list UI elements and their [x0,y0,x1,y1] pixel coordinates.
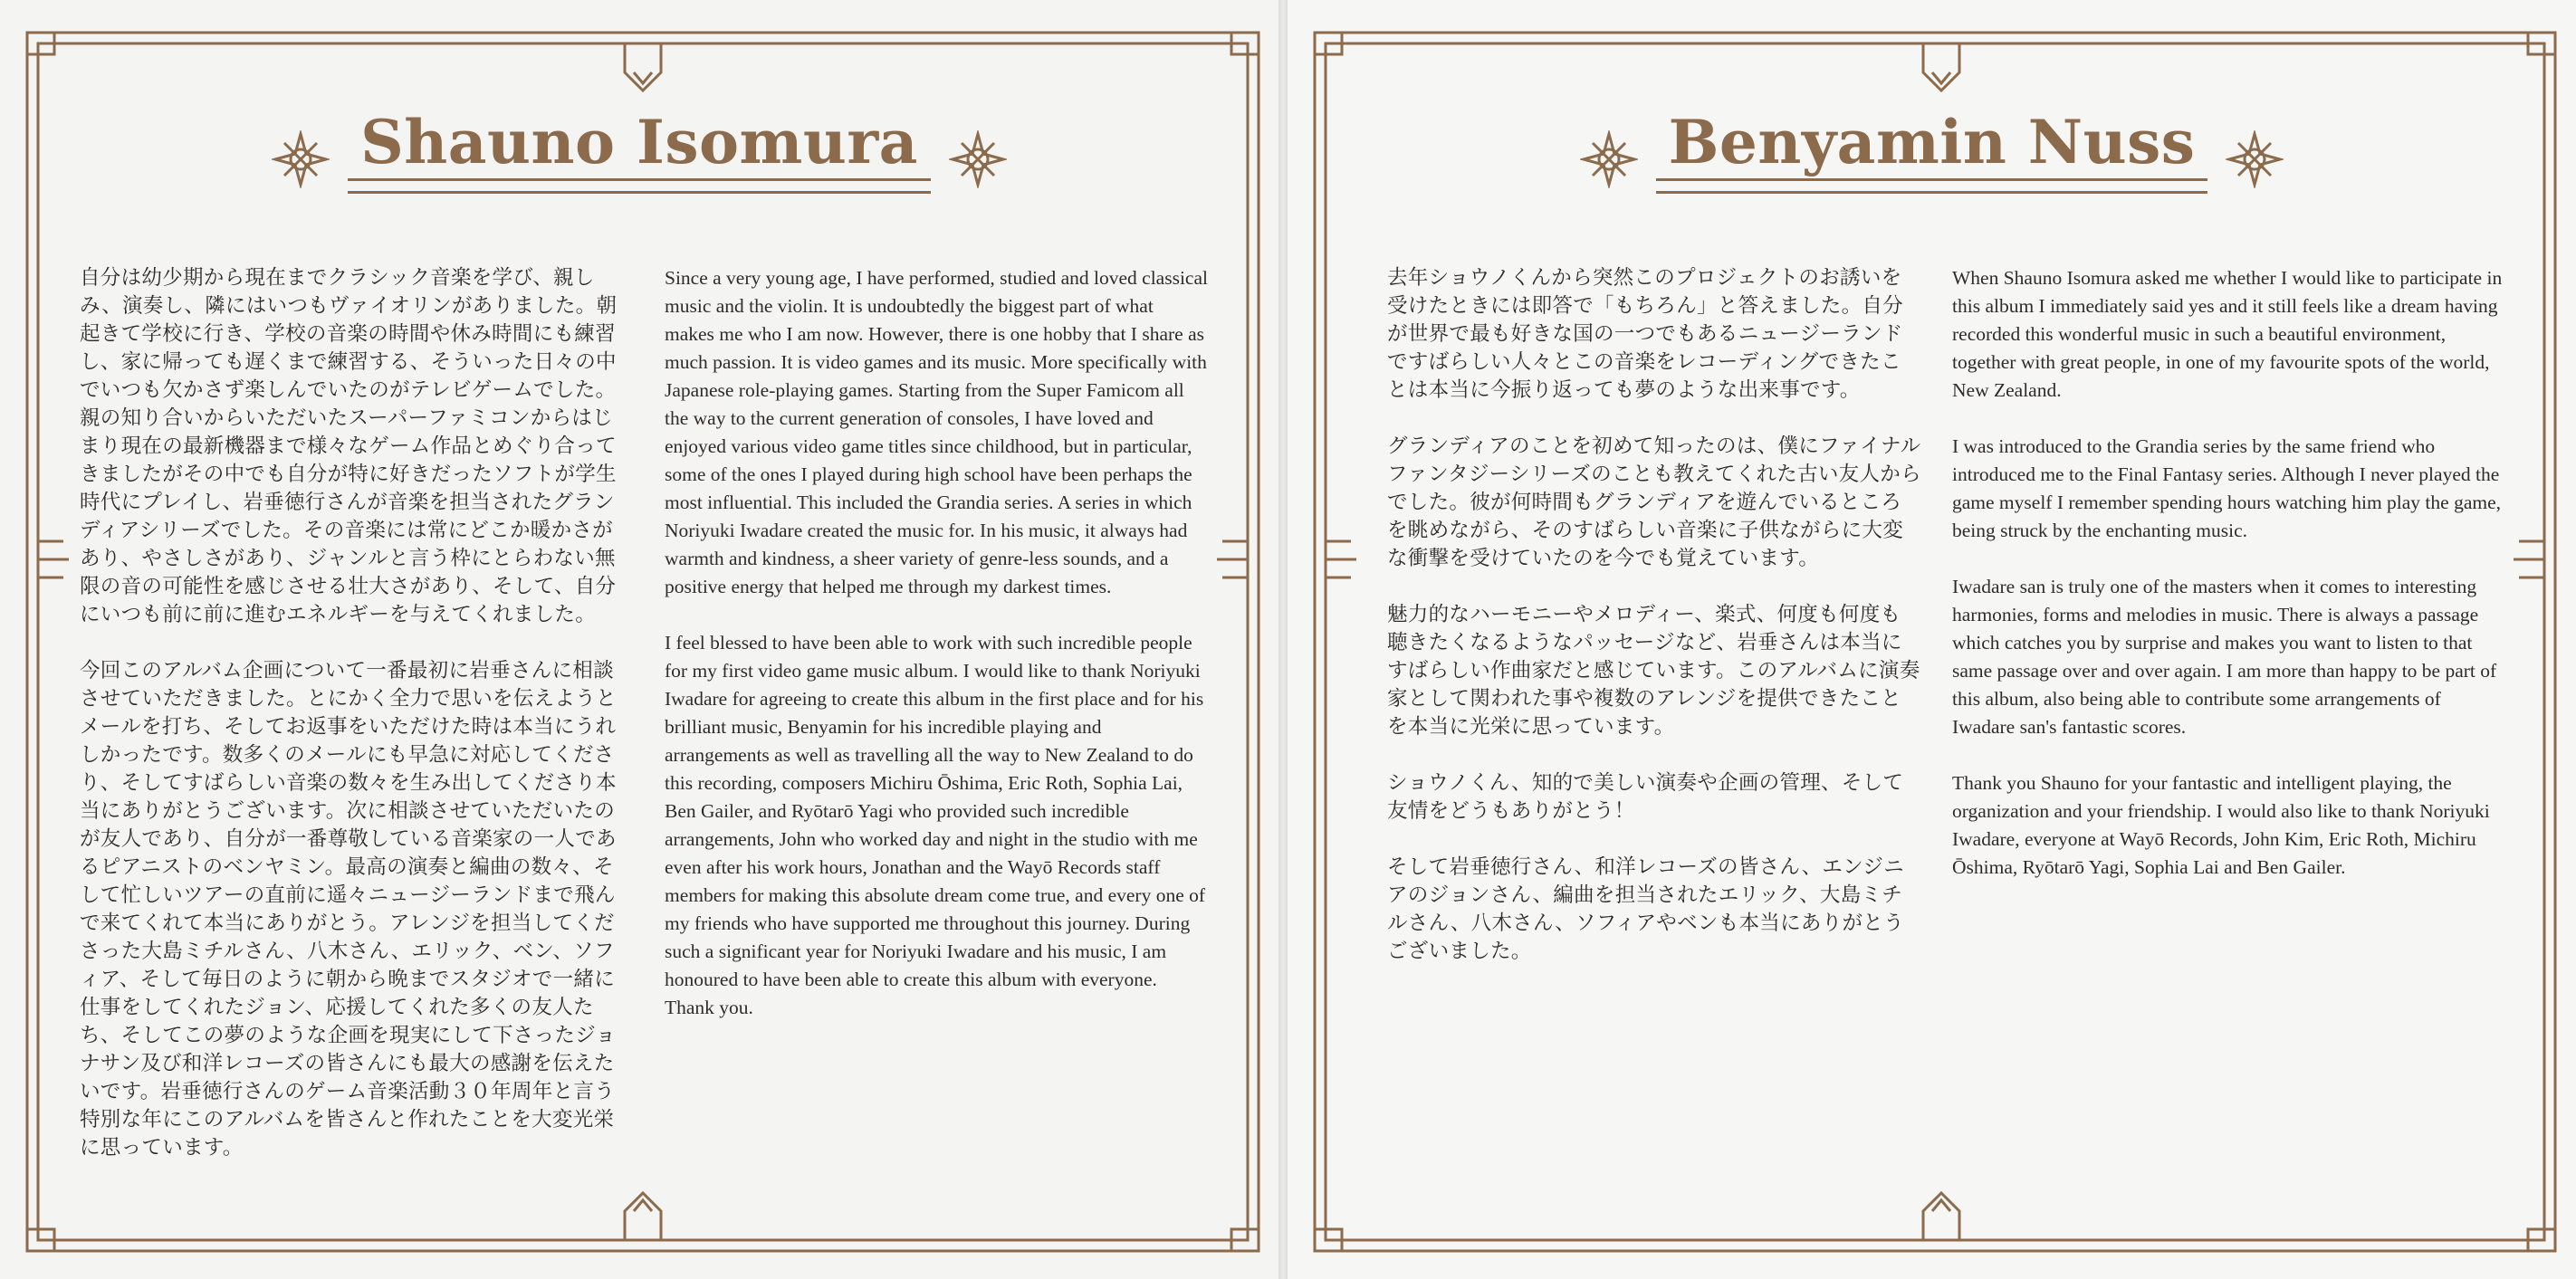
paragraph: Iwadare san is truly one of the masters when it comes to interesting harmonies, forms and melodies in music. There is always a passage which catches you by surprise and makes you want to listen to that same passage over and over again. I am more than happy to be part of this album, also being able to contribute some arrangements of Iwadare san's fantastic scores. [1952,576,2497,738]
page-title-right: Benyamin Nuss [1668,107,2196,177]
paragraph: ショウノくん、知的で美しい演奏や企画の管理、そして友情をどうもありがとう！ [1387,771,1904,823]
english-text-column [1952,264,2504,910]
paragraph: 魅力的なハーモニーやメロディー、楽式、何度も何度も聴きたくなるようなパッセージなど、岩垂さんは本当にすばらしい作曲家だと感じています。このアルバムに演奏家として関われた事や複数のアレンジを提供できたことを本当に光栄に思っています。 [1387,603,1920,739]
paragraph: 去年ショウノくんから突然このプロジェクトのお誘いを受けたときには即答で「もちろん」と答えました。自分が世界で最も好きな国の一つでもあるニュージーランドですばらしい人々とこの音楽をレコーディングできたことは本当に今振り返っても夢のような出来事です。 [1387,266,1904,402]
compass-star-icon [2226,130,2284,188]
japanese-text-column [1387,264,1921,994]
paragraph: グランディアのことを初めて知ったのは、僕にファイナルファンタジーシリーズのことも教えてくれた古い友人からでした。彼が何時間もグランディアを遊んでいるところを眺めながら、そのすばらしい音楽に子供ながらに大変な衝撃を受けていたのを今でも覚えています。 [1387,434,1921,570]
left-page [0,0,1278,1279]
page-title-left: Shauno Isomura [360,107,918,177]
paragraph: I feel blessed to have been able to work with such incredible people for my first video game music album. I would like to thank Noriyuki Iwadare for agreeing to create this album in the first place and for his brilliant music, Benyamin for his incredible playing and arrangements as well as travelling all the way to New Zealand to do this recording, composers Michiru Ōshima, Eric Roth, Sophia Lai, Ben Gailer, and Ryōtarō Yagi who provided such incredible arrangements, John who worked day and night in the studio with me even after his work hours, Jonathan and the Wayō Records staff members for making this absolute dream come true, and every one of my friends who have supported me throughout this journey. During such a significant year for Noriyuki Iwadare and his music, I am honoured to have been able to create this album with everyone. Thank you. [665,632,1206,1018]
paragraph: 今回このアルバム企画について一番最初に岩垂さんに相談させていただきました。とにかく全力で思いを伝えようとメールを打ち、そしてお返事をいただけた時は本当にうれしかったです。数多くのメールにも早急に対応してくださり、そしてすばらしい音楽の数々を生み出してくださり本当にありがとうございます。次に相談させていただいたのが友人であり、自分が一番尊敬している音楽家の一人であるピアニストのベンヤミン。最高の演奏と編曲の数々、そして忙しいツアーの直前に遥々ニュージーランドまで飛んで来てくれて本当にありがとう。アレンジを担当してくださった大島ミチルさん、八木さん、エリック、ベン、ソフィア、そして毎日のように朝から晩までスタジオで一緒に仕事をしてくれたジョン、応援してくれた多くの友人たち、そしてこの夢のような企画を現実にして下さったジョナサン及び和洋レコーズの皆さんにも最大の感謝を伝えたいです。岩垂徳行さんのゲーム音楽活動３０年周年と言う特別な年にこのアルバムを皆さんと作れたことを大変光栄に思っています。 [80,659,617,1160]
book-gutter [1278,0,1288,1279]
paragraph: Since a very young age, I have performed, studied and loved classical music and the violin. It is undoubtedly the biggest part of what makes me who I am now. However, there is one hobby that I share as much passion. It is video games and its music. More specifically with Japanese role-playing games. Starting from the Super Famicom all the way to the current generation of consoles, I have loved and enjoyed various video game titles since childhood, but in particular, some of the ones I played during high school have been perhaps the most influential. This included the Grandia series. A series in which Noriyuki Iwadare created the music for. In his music, it always had warmth and kindness, a sheer variety of genre-less sounds, and a positive energy that helped me through my darkest times. [665,267,1208,597]
paragraph: 自分は幼少期から現在までクラシック音楽を学び、親しみ、演奏し、隣にはいつもヴァイオリンがありました。朝起きて学校に行き、学校の音楽の時間や休み時間にも練習し、家に帰っても遅くまで練習する、そういった日々の中でいつも欠かさず楽しんでいたのがテレビゲームでした。親の知り合いからいただいたスーパーファミコンからはじまり現在の最新機器まで様々なゲーム作品とめぐり合ってきましたがその中でも自分が特に好きだったソフトが学生時代にプレイし、岩垂徳行さんが音楽を担当されたグランディアシリーズでした。その音楽には常にどこか暖かさがあり、やさしさがあり、ジャンルと言う枠にとらわない無限の音の可能性を感じさせる壮大さがあり、そして、自分にいつも前に前に進むエネルギーを与えてくれました。 [80,266,618,626]
paragraph: I was introduced to the Grandia series by the same friend who introduced me to the Final Fantasy series. Although I never played the game myself I remember spending hours watching him play the game, being struck by the enchanting music. [1952,435,2502,541]
compass-star-icon [1580,130,1638,188]
english-text-column [665,264,1208,1050]
paragraph: Thank you Shauno for your fantastic and intelligent playing, the organization and your friendship. I would also like to thank Noriyuki Iwadare, everyone at Wayō Records, John Kim, Eric Roth, Michiru Ōshima, Ryōtarō Yagi, Sophia Lai and Ben Gailer. [1952,772,2490,878]
right-page [1288,0,2576,1279]
japanese-text-column [80,264,623,1190]
paragraph: When Shauno Isomura asked me whether I would like to participate in this album I immediately said yes and it still feels like a dream having recorded this wonderful music in such a beautiful environment, together with great people, in one of my favourite spots of the world, New Zealand. [1952,267,2503,401]
paragraph: そして岩垂徳行さん、和洋レコーズの皆さん、エンジニアのジョンさん、編曲を担当されたエリック、大島ミチルさん、八木さん、ソフィアやベンも本当にありがとうございました。 [1387,855,1905,963]
compass-star-icon [949,130,1007,188]
compass-star-icon [272,130,330,188]
